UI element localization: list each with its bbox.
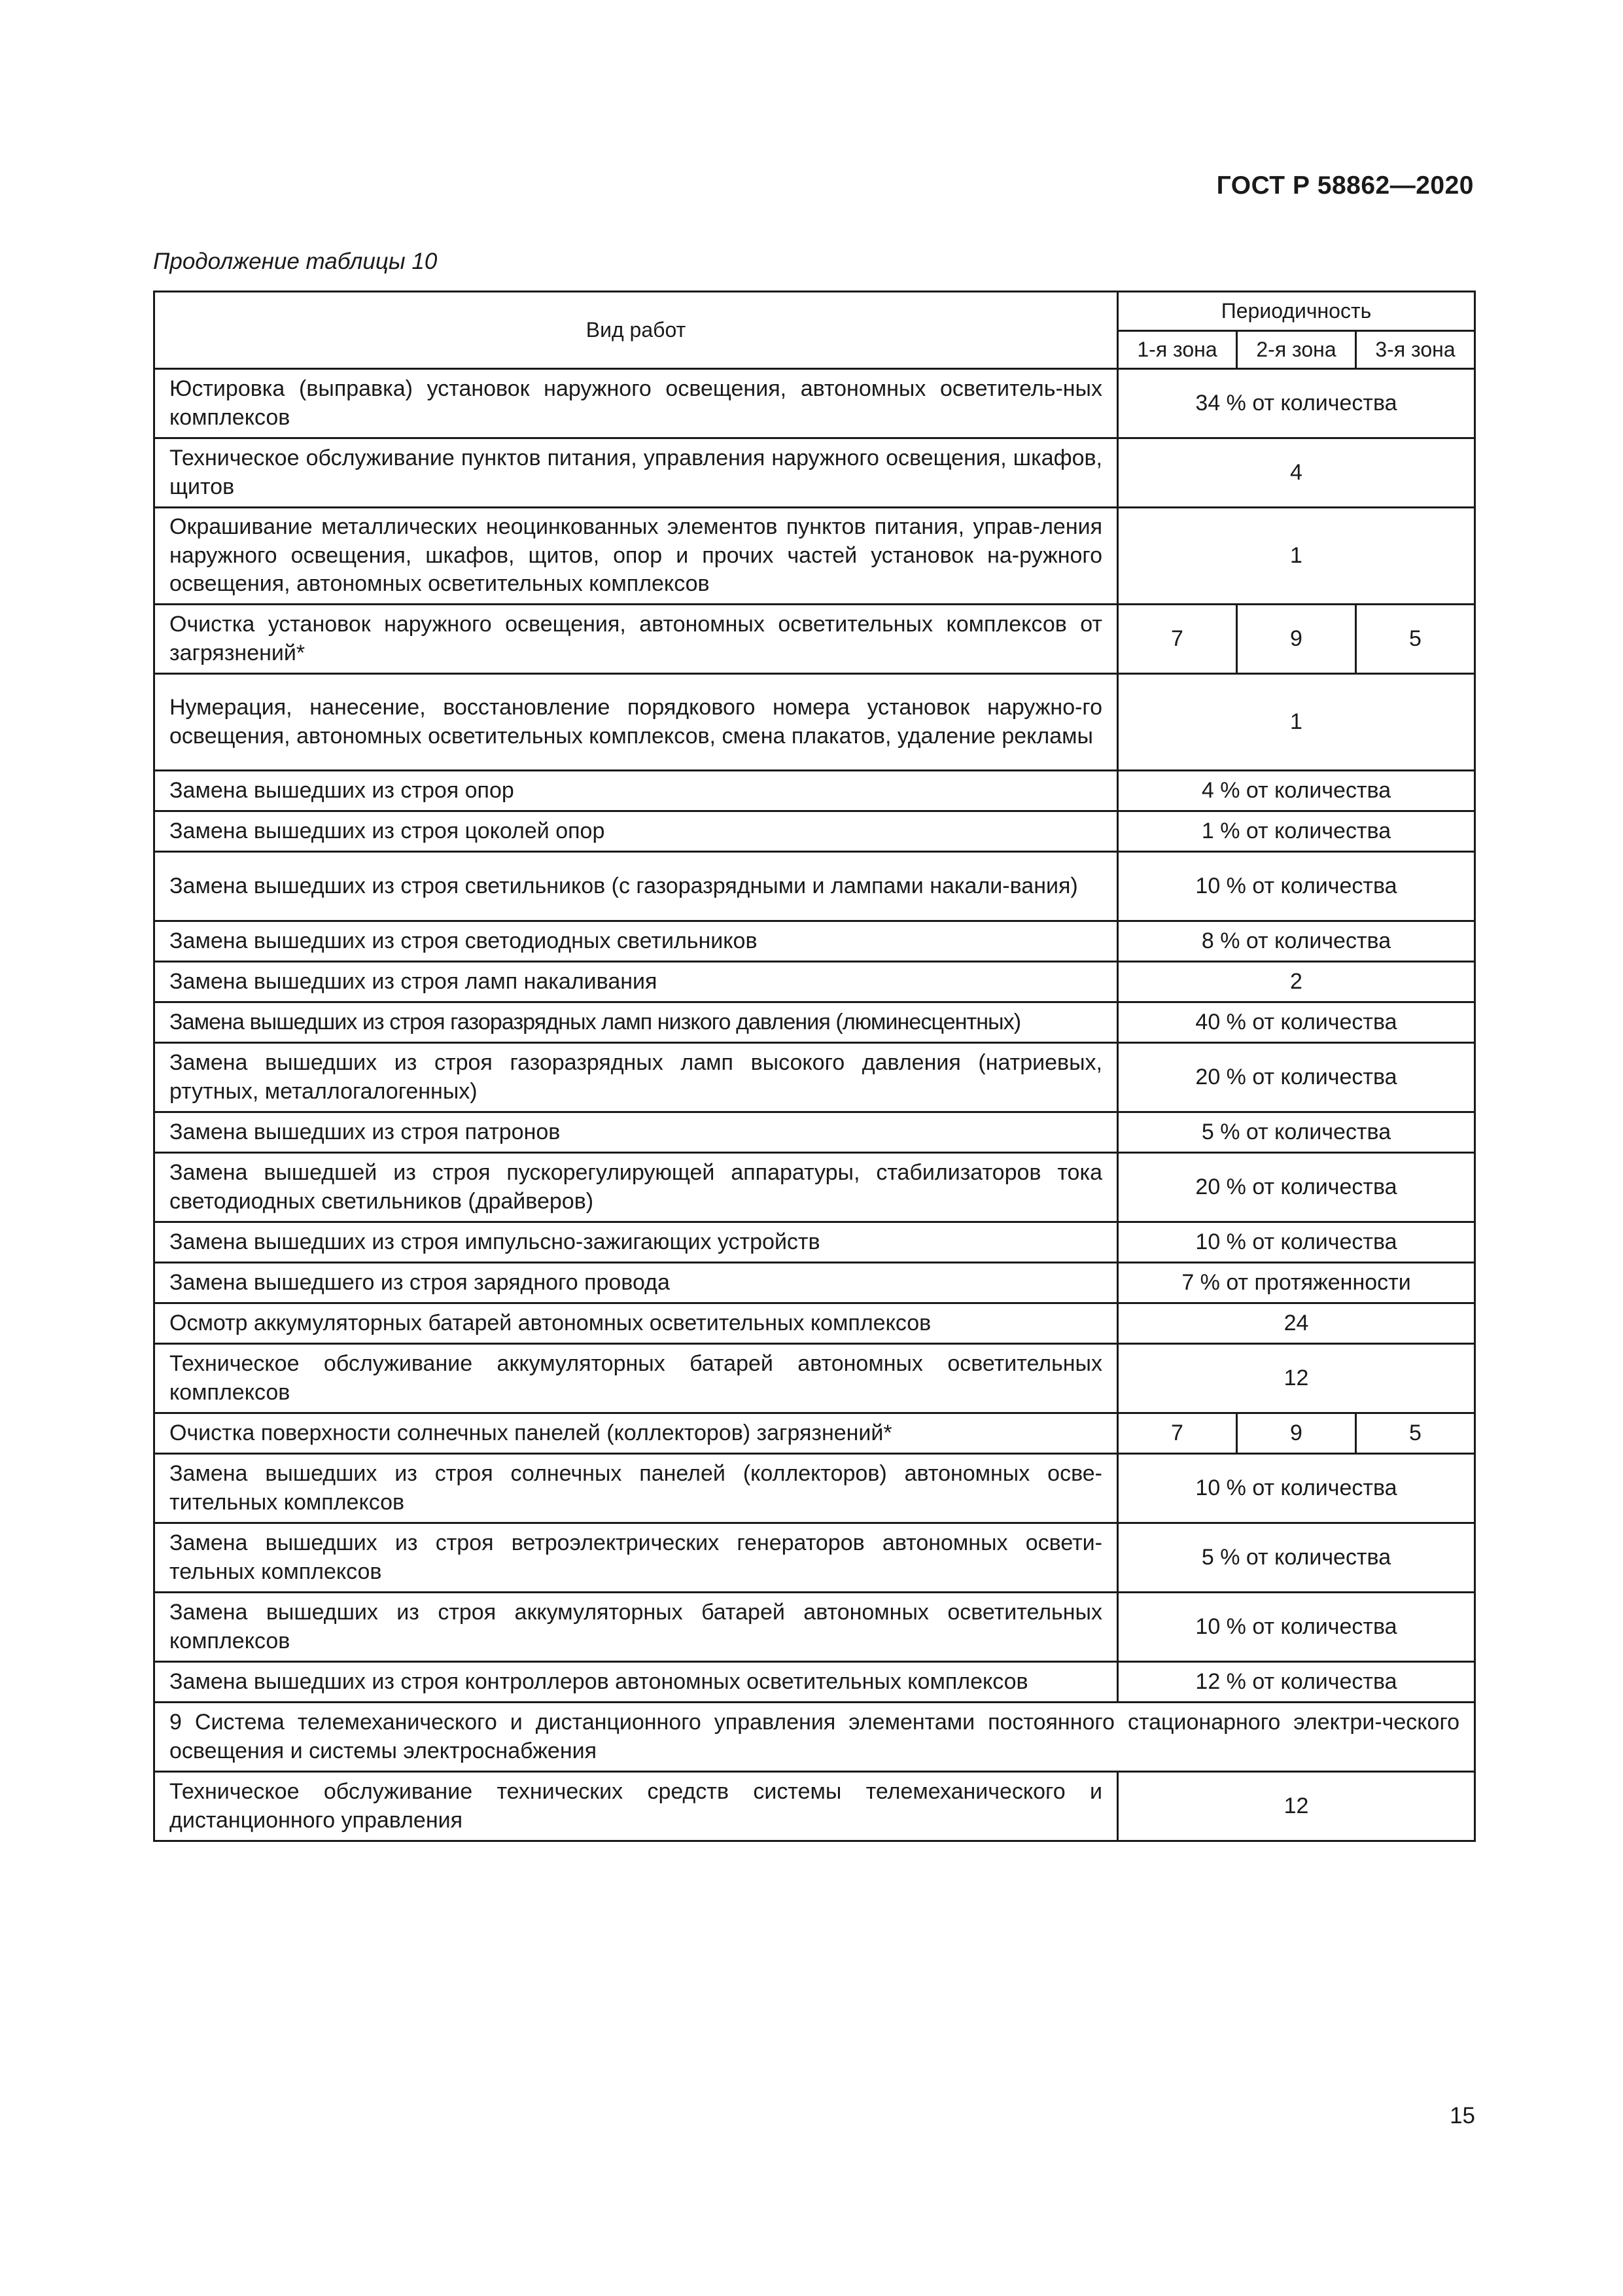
table-row	[154, 1263, 1475, 1303]
standard-designation: ГОСТ Р 58862—2020	[1216, 171, 1474, 200]
zone-1-cell: 7	[1118, 1413, 1237, 1454]
work-cell: Замена вышедшего из строя зарядного провода	[154, 1263, 1118, 1303]
work-cell: Техническое обслуживание пунктов питания, управления наружного освещения, шкафов, щитов	[154, 438, 1118, 508]
period-cell: 12	[1118, 1772, 1475, 1841]
period-cell: 5 % от количества	[1118, 1112, 1475, 1153]
table-row	[154, 811, 1475, 852]
work-cell: Замена вышедших из строя светильников (с газоразрядными и лампами накали-вания)	[154, 852, 1118, 921]
period-cell: 2	[1118, 962, 1475, 1002]
period-cell: 34 % от количества	[1118, 369, 1475, 438]
table-row	[154, 1454, 1475, 1523]
maintenance-table	[153, 291, 1476, 1842]
work-cell: Замена вышедших из строя газоразрядных ламп низкого давления (люминесцентных)	[154, 1002, 1118, 1043]
table-row	[154, 1303, 1475, 1344]
column-header-zone-2: 2-я зона	[1237, 331, 1356, 369]
period-cell: 10 % от количества	[1118, 1593, 1475, 1662]
table-row	[154, 1772, 1475, 1841]
work-cell: Юстировка (выправка) установок наружного освещения, автономных осветитель-ных комплексов	[154, 369, 1118, 438]
work-cell: Замена вышедших из строя опор	[154, 771, 1118, 811]
table-row	[154, 1222, 1475, 1263]
table-row	[154, 852, 1475, 921]
table-caption: Продолжение таблицы 10	[153, 249, 438, 274]
work-cell: Осмотр аккумуляторных батарей автономных осветительных комплексов	[154, 1303, 1118, 1344]
work-cell: Нумерация, нанесение, восстановление порядкового номера установок наружно-го освещения, автономных осветительных комплексов, смена плакатов, удаление рекламы	[154, 674, 1118, 771]
period-cell: 1	[1118, 508, 1475, 605]
column-header-period: Периодичность	[1118, 292, 1475, 331]
zone-3-cell: 5	[1356, 605, 1475, 674]
zone-2-cell: 9	[1237, 1413, 1356, 1454]
work-cell: Замена вышедших из строя газоразрядных ламп высокого давления (натриевых, ртутных, металлогалогенных)	[154, 1043, 1118, 1112]
period-cell: 20 % от количества	[1118, 1153, 1475, 1222]
work-cell: Очистка установок наружного освещения, автономных осветительных комплексов от загрязнений*	[154, 605, 1118, 674]
table-row	[154, 508, 1475, 605]
period-cell: 40 % от количества	[1118, 1002, 1475, 1043]
column-header-zone-1: 1-я зона	[1118, 331, 1237, 369]
period-cell: 8 % от количества	[1118, 921, 1475, 962]
table-row	[154, 674, 1475, 771]
table-header-row	[154, 292, 1475, 331]
table-row	[154, 369, 1475, 438]
column-header-work: Вид работ	[154, 292, 1118, 369]
period-cell: 24	[1118, 1303, 1475, 1344]
section-9-title: 9 Система телемеханического и дистанционного управления элементами постоянного стационарного электри-ческого освещения и системы электроснабжения	[154, 1703, 1475, 1772]
column-header-zone-3: 3-я зона	[1356, 331, 1475, 369]
work-cell: Замена вышедших из строя цоколей опор	[154, 811, 1118, 852]
work-cell: Замена вышедших из строя ламп накаливания	[154, 962, 1118, 1002]
table-row	[154, 1112, 1475, 1153]
period-cell: 5 % от количества	[1118, 1523, 1475, 1593]
work-cell: Замена вышедших из строя патронов	[154, 1112, 1118, 1153]
table-row	[154, 1593, 1475, 1662]
period-cell: 10 % от количества	[1118, 1222, 1475, 1263]
work-cell: Замена вышедшей из строя пускорегулирующей аппаратуры, стабилизаторов тока светодиодных светильников (драйверов)	[154, 1153, 1118, 1222]
table-row	[154, 438, 1475, 508]
work-cell: Замена вышедших из строя импульсно-зажигающих устройств	[154, 1222, 1118, 1263]
period-cell: 4	[1118, 438, 1475, 508]
period-cell: 1	[1118, 674, 1475, 771]
period-cell: 10 % от количества	[1118, 1454, 1475, 1523]
table-row	[154, 605, 1475, 674]
period-cell: 12	[1118, 1344, 1475, 1413]
zone-2-cell: 9	[1237, 605, 1356, 674]
period-cell: 12 % от количества	[1118, 1662, 1475, 1703]
table-row	[154, 962, 1475, 1002]
work-cell: Замена вышедших из строя аккумуляторных батарей автономных осветительных комплексов	[154, 1593, 1118, 1662]
table-row	[154, 1413, 1475, 1454]
period-cell: 10 % от количества	[1118, 852, 1475, 921]
table-row	[154, 1662, 1475, 1703]
work-cell: Замена вышедших из строя контроллеров автономных осветительных комплексов	[154, 1662, 1118, 1703]
work-cell: Техническое обслуживание технических средств системы телемеханического и дистанционного управления	[154, 1772, 1118, 1841]
work-cell: Окрашивание металлических неоцинкованных элементов пунктов питания, управ-ления наружного освещения, шкафов, щитов, опор и прочих частей установок на-ружного освещения, автономных осветительных комплексов	[154, 508, 1118, 605]
period-cell: 1 % от количества	[1118, 811, 1475, 852]
table-row	[154, 1344, 1475, 1413]
work-cell: Очистка поверхности солнечных панелей (коллекторов) загрязнений*	[154, 1413, 1118, 1454]
section-header-row	[154, 1703, 1475, 1772]
table-row	[154, 771, 1475, 811]
period-cell: 20 % от количества	[1118, 1043, 1475, 1112]
period-cell: 4 % от количества	[1118, 771, 1475, 811]
table-row	[154, 1002, 1475, 1043]
page-number: 15	[1450, 2103, 1475, 2128]
period-cell: 7 % от протяженности	[1118, 1263, 1475, 1303]
work-cell: Техническое обслуживание аккумуляторных батарей автономных осветительных комплексов	[154, 1344, 1118, 1413]
work-cell: Замена вышедших из строя солнечных панелей (коллекторов) автономных осве-тительных комплексов	[154, 1454, 1118, 1523]
work-cell: Замена вышедших из строя светодиодных светильников	[154, 921, 1118, 962]
work-cell: Замена вышедших из строя ветроэлектрических генераторов автономных освети-тельных комплексов	[154, 1523, 1118, 1593]
zone-3-cell: 5	[1356, 1413, 1475, 1454]
table-row	[154, 1523, 1475, 1593]
table-row	[154, 921, 1475, 962]
table-row	[154, 1043, 1475, 1112]
table-row	[154, 1153, 1475, 1222]
zone-1-cell: 7	[1118, 605, 1237, 674]
